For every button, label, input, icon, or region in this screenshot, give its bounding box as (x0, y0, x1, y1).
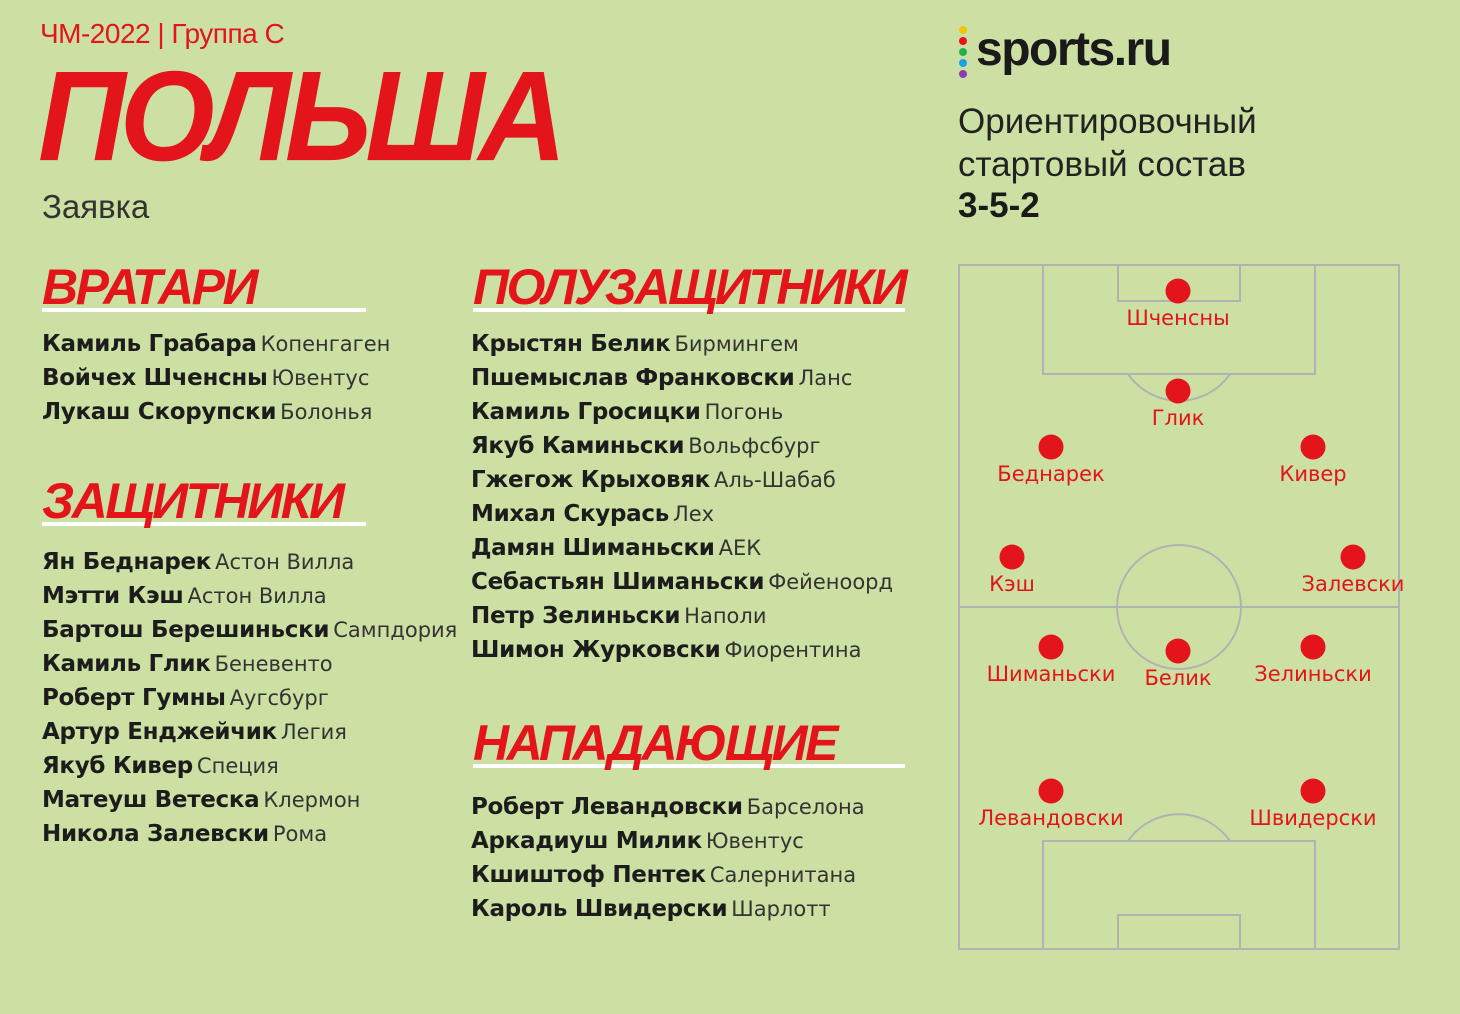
player-name: Крыстян Белик (471, 331, 671, 357)
forwards-list (471, 790, 865, 926)
player-name: Войчех Шченсны (42, 365, 268, 391)
player-club: Наполи (684, 604, 767, 628)
defenders-section (42, 473, 366, 529)
player-marker-label: Залевски (1301, 572, 1405, 596)
defenders-list (42, 545, 457, 851)
subtitle: ЧМ-2022 | Группа С (40, 18, 285, 49)
player-row (471, 599, 893, 633)
midfielders-list (471, 327, 893, 667)
player-row (42, 749, 457, 783)
player-marker (1341, 545, 1366, 570)
player-row (471, 790, 865, 824)
player-marker (1039, 435, 1064, 460)
player-club: Беневенто (214, 652, 333, 676)
player-name: Камиль Глик (42, 651, 211, 677)
player-row (42, 579, 457, 613)
player-row (471, 531, 893, 565)
player-marker (1301, 635, 1326, 660)
player-row (42, 715, 457, 749)
player-club: Болонья (280, 400, 373, 424)
player-club: Барселона (746, 795, 865, 819)
player-club: Рома (272, 822, 328, 846)
player-name: Бартош Берешиньски (42, 617, 330, 643)
player-club: Ювентус (271, 366, 370, 390)
player-marker (1301, 779, 1326, 804)
player-row (471, 633, 893, 667)
player-marker-label: Беднарек (997, 462, 1105, 486)
player-row (471, 892, 865, 926)
player-club: Бирмингем (674, 332, 799, 356)
player-marker-label: Шченсны (1126, 306, 1230, 330)
player-row (42, 545, 457, 579)
player-name: Якуб Кивер (42, 753, 193, 779)
player-club: Шарлотт (731, 897, 831, 921)
player-row (42, 817, 457, 851)
player-row (471, 327, 893, 361)
player-name: Михал Скурась (471, 501, 669, 527)
lineup-title: Ориентировочный стартовый состав (958, 102, 1257, 184)
team-title: ПОЛЬША (38, 44, 561, 188)
player-marker (1301, 435, 1326, 460)
player-marker (1039, 779, 1064, 804)
pitch (958, 264, 1405, 950)
logo-dot (959, 37, 967, 45)
logo-dots-icon (957, 26, 969, 82)
player-club: Аугсбург (229, 686, 329, 710)
player-row (471, 565, 893, 599)
player-marker-label: Шиманьски (986, 662, 1116, 686)
logo-dot (959, 26, 967, 34)
player-club: Салернитана (709, 863, 857, 887)
player-club: Легия (280, 720, 347, 744)
player-name: Камиль Гросицки (471, 399, 701, 425)
player-name: Мэтти Кэш (42, 583, 184, 609)
player-name: Роберт Левандовски (471, 794, 743, 820)
player-marker (1000, 545, 1025, 570)
player-club: Астон Вилла (215, 550, 355, 574)
player-row (471, 463, 893, 497)
player-name: Кшиштоф Пентек (471, 862, 706, 888)
player-row (471, 429, 893, 463)
player-marker-label: Зелиньски (1254, 662, 1372, 686)
player-row (42, 361, 390, 395)
player-name: Якуб Каминьски (471, 433, 685, 459)
player-row (42, 395, 390, 429)
player-club: Фиорентина (724, 638, 862, 662)
player-row (42, 647, 457, 681)
forwards-section (473, 715, 905, 771)
logo-dot (959, 59, 967, 67)
player-row (471, 824, 865, 858)
player-name: Камиль Грабара (42, 331, 257, 357)
player-name: Петр Зелиньски (471, 603, 681, 629)
player-name: Матеуш Ветеска (42, 787, 260, 813)
section-title: ЗАЩИТНИКИ (42, 473, 343, 529)
player-name: Пшемыслав Франковски (471, 365, 795, 391)
player-club: Копенгаген (260, 332, 391, 356)
player-marker-label: Кивер (1279, 462, 1347, 486)
player-club: Сампдория (333, 618, 458, 642)
formation: 3-5-2 (958, 186, 1040, 225)
player-club: Аль-Шабаб (714, 468, 836, 492)
player-row (42, 613, 457, 647)
player-name: Дамян Шиманьски (471, 535, 715, 561)
player-row (42, 681, 457, 715)
player-marker-label: Левандовски (978, 806, 1124, 830)
player-row (42, 783, 457, 817)
player-club: Фейеноорд (768, 570, 894, 594)
logo-dot (959, 70, 967, 78)
player-name: Гжегож Крыховяк (471, 467, 710, 493)
player-marker-label: Белик (1144, 666, 1212, 690)
goalkeepers-list (42, 327, 390, 429)
player-name: Никола Залевски (42, 821, 269, 847)
player-marker (1166, 639, 1191, 664)
player-row (471, 497, 893, 531)
player-name: Роберт Гумны (42, 685, 226, 711)
player-club: Погонь (704, 400, 784, 424)
goalkeepers-section (42, 259, 366, 315)
player-club: Ювентус (705, 829, 804, 853)
logo: sports.ru (976, 23, 1171, 76)
player-row (471, 395, 893, 429)
pitch-lines (958, 264, 1400, 950)
player-name: Ян Беднарек (42, 549, 212, 575)
player-name: Кароль Швидерски (471, 896, 728, 922)
player-name: Аркадиуш Милик (471, 828, 702, 854)
squad-label: Заявка (42, 188, 150, 225)
player-marker-label: Швидерски (1249, 806, 1377, 830)
logo-dot (959, 48, 967, 56)
player-name: Себастьян Шиманьски (471, 569, 765, 595)
player-club: Ланс (798, 366, 853, 390)
player-name: Артур Енджейчик (42, 719, 277, 745)
midfielders-section (473, 259, 906, 315)
player-club: Вольфсбург (688, 434, 821, 458)
player-club: АЕК (718, 536, 762, 560)
player-club: Клермон (263, 788, 361, 812)
player-row (471, 361, 893, 395)
player-club: Лех (672, 502, 715, 526)
player-club: Астон Вилла (187, 584, 327, 608)
section-title: ПОЛУЗАЩИТНИКИ (473, 259, 906, 315)
player-name: Лукаш Скорупски (42, 399, 277, 425)
player-row (42, 327, 390, 361)
player-marker (1166, 379, 1191, 404)
section-title: ВРАТАРИ (42, 259, 256, 315)
player-marker-label: Кэш (989, 572, 1035, 596)
player-marker-label: Глик (1151, 406, 1205, 430)
player-marker (1039, 635, 1064, 660)
player-name: Шимон Журковски (471, 637, 721, 663)
player-club: Специя (196, 754, 279, 778)
player-marker (1166, 279, 1191, 304)
section-title: НАПАДАЮЩИЕ (473, 715, 836, 771)
player-row (471, 858, 865, 892)
